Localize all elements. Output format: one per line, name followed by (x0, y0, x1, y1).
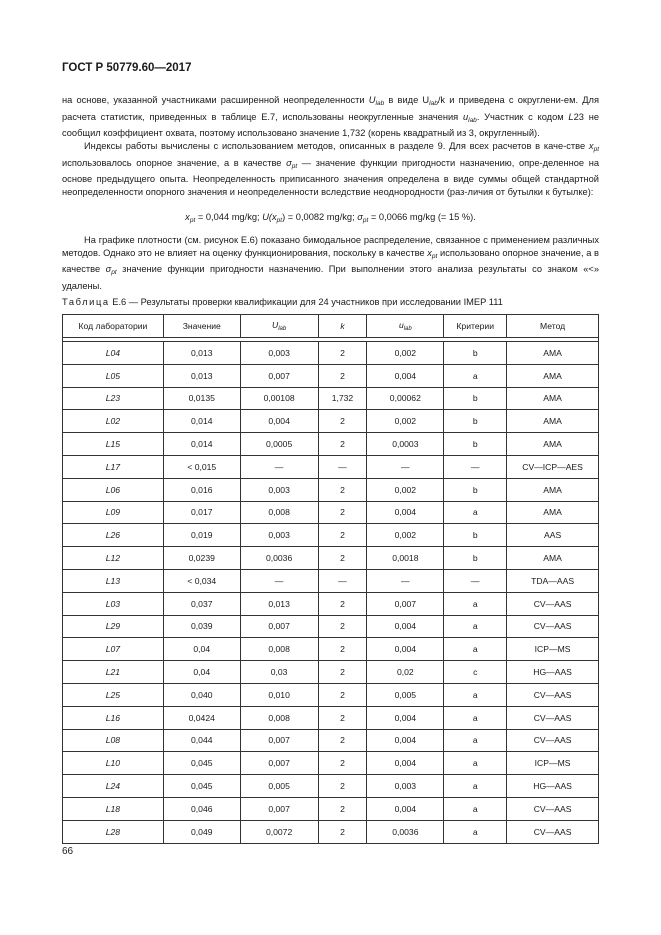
cell-lab-code: L18 (63, 797, 164, 820)
table-row (63, 455, 599, 478)
formula-assigned-values: $x_{pt} = 0,044$ mg/kg; $U(x_{pt}) = 0,0082$ mg/kg; $\sigma_{pt} = 0,0066$ mg/kg (= 15 %). (185, 212, 476, 224)
cell-value: 0,013 (163, 364, 240, 387)
cell-standard-uncertainty: 0,02 (367, 661, 444, 684)
cell-coverage-factor: 2 (318, 797, 367, 820)
cell-value: 0,016 (163, 478, 240, 501)
cell-standard-uncertainty: 0,005 (367, 683, 444, 706)
cell-criteria: a (444, 683, 507, 706)
cell-value: 0,04 (163, 661, 240, 684)
cell-lab-code: L15 (63, 433, 164, 456)
cell-coverage-factor: 2 (318, 342, 367, 365)
cell-coverage-factor: 2 (318, 638, 367, 661)
table-row (63, 638, 599, 661)
cell-coverage-factor: 1,732 (318, 387, 367, 410)
cell-criteria: b (444, 478, 507, 501)
cell-method: CV—AAS (507, 729, 599, 752)
cell-lab-code: L13 (63, 569, 164, 592)
cell-coverage-factor: 2 (318, 683, 367, 706)
cell-coverage-factor: 2 (318, 524, 367, 547)
cell-criteria: a (444, 615, 507, 638)
cell-lab-code: L12 (63, 547, 164, 570)
page-number: 66 (62, 846, 74, 857)
table-row (63, 683, 599, 706)
cell-coverage-factor: 2 (318, 661, 367, 684)
table-row (63, 797, 599, 820)
header-coverage-factor: k (318, 315, 367, 338)
cell-lab-code: L17 (63, 455, 164, 478)
cell-expanded-uncertainty: 0,03 (240, 661, 318, 684)
cell-standard-uncertainty: — (367, 455, 444, 478)
cell-value: 0,04 (163, 638, 240, 661)
document-header: ГОСТ Р 50779.60—2017 (62, 62, 192, 74)
results-table (62, 314, 599, 844)
cell-lab-code: L16 (63, 706, 164, 729)
cell-lab-code: L08 (63, 729, 164, 752)
cell-method: ICP—MS (507, 638, 599, 661)
header-lab-code: Код лаборатории (63, 315, 164, 338)
table-row (63, 661, 599, 684)
cell-criteria: b (444, 547, 507, 570)
cell-method: AMA (507, 410, 599, 433)
cell-lab-code: L26 (63, 524, 164, 547)
cell-standard-uncertainty: 0,002 (367, 410, 444, 433)
cell-standard-uncertainty: 0,003 (367, 775, 444, 798)
cell-expanded-uncertainty: 0,003 (240, 524, 318, 547)
cell-coverage-factor: 2 (318, 364, 367, 387)
cell-lab-code: L06 (63, 478, 164, 501)
cell-value: 0,040 (163, 683, 240, 706)
cell-criteria: a (444, 364, 507, 387)
cell-expanded-uncertainty: 0,008 (240, 638, 318, 661)
cell-standard-uncertainty: 0,0003 (367, 433, 444, 456)
cell-coverage-factor: — (318, 569, 367, 592)
cell-coverage-factor: 2 (318, 820, 367, 843)
cell-criteria: b (444, 410, 507, 433)
cell-method: AMA (507, 547, 599, 570)
cell-expanded-uncertainty: 0,003 (240, 342, 318, 365)
cell-criteria: a (444, 592, 507, 615)
table-row (63, 410, 599, 433)
header-criteria: Критерии (444, 315, 507, 338)
cell-standard-uncertainty: 0,004 (367, 797, 444, 820)
cell-expanded-uncertainty: 0,007 (240, 752, 318, 775)
cell-value: 0,019 (163, 524, 240, 547)
header-method: Метод (507, 315, 599, 338)
cell-value: 0,037 (163, 592, 240, 615)
cell-criteria: b (444, 342, 507, 365)
cell-coverage-factor: 2 (318, 775, 367, 798)
cell-lab-code: L02 (63, 410, 164, 433)
cell-expanded-uncertainty: 0,004 (240, 410, 318, 433)
cell-expanded-uncertainty: 0,0005 (240, 433, 318, 456)
cell-expanded-uncertainty: 0,00108 (240, 387, 318, 410)
cell-lab-code: L03 (63, 592, 164, 615)
cell-expanded-uncertainty: 0,0072 (240, 820, 318, 843)
table-header-row (63, 315, 599, 338)
cell-criteria: a (444, 797, 507, 820)
cell-standard-uncertainty: 0,002 (367, 478, 444, 501)
cell-value: 0,045 (163, 775, 240, 798)
cell-method: CV—ICP—AES (507, 455, 599, 478)
cell-standard-uncertainty: — (367, 569, 444, 592)
cell-lab-code: L28 (63, 820, 164, 843)
table-row (63, 364, 599, 387)
table-row (63, 820, 599, 843)
cell-lab-code: L04 (63, 342, 164, 365)
cell-standard-uncertainty: 0,002 (367, 342, 444, 365)
cell-standard-uncertainty: 0,004 (367, 706, 444, 729)
table-row (63, 729, 599, 752)
cell-expanded-uncertainty: 0,005 (240, 775, 318, 798)
cell-method: AMA (507, 501, 599, 524)
cell-expanded-uncertainty: — (240, 569, 318, 592)
cell-value: < 0,015 (163, 455, 240, 478)
cell-criteria: a (444, 752, 507, 775)
table-row (63, 615, 599, 638)
table-row (63, 342, 599, 365)
cell-coverage-factor: 2 (318, 547, 367, 570)
cell-standard-uncertainty: 0,004 (367, 752, 444, 775)
table-row (63, 775, 599, 798)
table-row (63, 752, 599, 775)
cell-method: ICP—MS (507, 752, 599, 775)
cell-value: 0,0135 (163, 387, 240, 410)
table-row (63, 433, 599, 456)
cell-lab-code: L25 (63, 683, 164, 706)
cell-lab-code: L29 (63, 615, 164, 638)
cell-lab-code: L23 (63, 387, 164, 410)
table-caption: Таблица Е.6 — Результаты проверки квалификации для 24 участников при исследовании IMEP 111 (62, 297, 503, 307)
paragraph-uncertainty-note: на основе, указанной участниками расширенной неопределенности $U_{lab}$ в виде $U_{lab}/k$ и приведена с округлени-ем. Для расчета статистик, приведенных в таблице Е.7, использованы неокругленные значения $u_{lab}$. Участник с кодом L23 не сообщил коэффициент охвата, поэтому использовано значение 1,732 (корень квадратный из 3, округленный). (62, 95, 599, 138)
cell-standard-uncertainty: 0,004 (367, 501, 444, 524)
cell-lab-code: L10 (63, 752, 164, 775)
cell-value: 0,017 (163, 501, 240, 524)
cell-coverage-factor: 2 (318, 706, 367, 729)
cell-lab-code: L24 (63, 775, 164, 798)
cell-value: 0,0424 (163, 706, 240, 729)
cell-criteria: a (444, 501, 507, 524)
cell-expanded-uncertainty: 0,003 (240, 478, 318, 501)
cell-method: CV—AAS (507, 706, 599, 729)
cell-method: HG—AAS (507, 661, 599, 684)
cell-coverage-factor: 2 (318, 501, 367, 524)
cell-lab-code: L07 (63, 638, 164, 661)
header-standard-uncertainty: $u_{lab}$ (367, 315, 444, 338)
cell-standard-uncertainty: 0,0018 (367, 547, 444, 570)
cell-coverage-factor: — (318, 455, 367, 478)
cell-value: < 0,034 (163, 569, 240, 592)
cell-expanded-uncertainty: 0,0036 (240, 547, 318, 570)
cell-criteria: c (444, 661, 507, 684)
cell-method: CV—AAS (507, 592, 599, 615)
paragraph-performance-indices: Индексы работы вычислены с использованием методов, описанных в разделе 9. Для всех расчетов в каче-стве $x_{pt}$ использовалось опорное значение, а в качестве $\sigma_{pt}$ — значение функции пригодности назначению, опре-деленное на основе предыдущего опыта. Неопределенность приписанного значения определена в виде суммы общей стандартной неопределенности опорного значения и неопределенности вследствие неоднородности (раз-личия от бутылки к бутылке): (62, 141, 599, 197)
cell-standard-uncertainty: 0,0036 (367, 820, 444, 843)
cell-lab-code: L05 (63, 364, 164, 387)
cell-value: 0,044 (163, 729, 240, 752)
table-row (63, 501, 599, 524)
cell-lab-code: L21 (63, 661, 164, 684)
cell-method: AMA (507, 364, 599, 387)
cell-expanded-uncertainty: 0,008 (240, 501, 318, 524)
cell-expanded-uncertainty: — (240, 455, 318, 478)
cell-method: CV—AAS (507, 797, 599, 820)
cell-standard-uncertainty: 0,00062 (367, 387, 444, 410)
cell-expanded-uncertainty: 0,008 (240, 706, 318, 729)
cell-criteria: a (444, 729, 507, 752)
cell-coverage-factor: 2 (318, 592, 367, 615)
cell-coverage-factor: 2 (318, 752, 367, 775)
cell-value: 0,0239 (163, 547, 240, 570)
table-row (63, 478, 599, 501)
cell-lab-code: L09 (63, 501, 164, 524)
cell-method: AMA (507, 342, 599, 365)
cell-standard-uncertainty: 0,004 (367, 638, 444, 661)
cell-criteria: a (444, 775, 507, 798)
cell-criteria: a (444, 706, 507, 729)
cell-expanded-uncertainty: 0,007 (240, 364, 318, 387)
cell-method: CV—AAS (507, 820, 599, 843)
table-row (63, 569, 599, 592)
cell-standard-uncertainty: 0,004 (367, 729, 444, 752)
cell-method: CV—AAS (507, 615, 599, 638)
cell-coverage-factor: 2 (318, 433, 367, 456)
cell-standard-uncertainty: 0,002 (367, 524, 444, 547)
cell-criteria: b (444, 524, 507, 547)
cell-standard-uncertainty: 0,004 (367, 615, 444, 638)
cell-coverage-factor: 2 (318, 410, 367, 433)
table-row (63, 592, 599, 615)
cell-expanded-uncertainty: 0,007 (240, 729, 318, 752)
cell-value: 0,049 (163, 820, 240, 843)
cell-criteria: a (444, 638, 507, 661)
cell-value: 0,013 (163, 342, 240, 365)
table-row (63, 706, 599, 729)
cell-coverage-factor: 2 (318, 729, 367, 752)
header-value: Значение (163, 315, 240, 338)
paragraph-density-plot: На графике плотности (см. рисунок Е.6) показано бимодальное распределение, связанное с применением различных методов. Однако это не влияет на оценку функционирования, поскольку в качестве $x_{pt}$ использовано опорное значение, а в качестве $\sigma_{pt}$ значение функции пригодности назначению. При выполнении этого анализа результаты со знаком «<» удалены. (62, 235, 599, 291)
cell-criteria: b (444, 433, 507, 456)
cell-method: AMA (507, 387, 599, 410)
cell-expanded-uncertainty: 0,010 (240, 683, 318, 706)
cell-coverage-factor: 2 (318, 478, 367, 501)
cell-value: 0,014 (163, 433, 240, 456)
cell-value: 0,014 (163, 410, 240, 433)
cell-expanded-uncertainty: 0,007 (240, 797, 318, 820)
cell-criteria: — (444, 455, 507, 478)
cell-method: HG—AAS (507, 775, 599, 798)
cell-method: AMA (507, 433, 599, 456)
cell-method: TDA—AAS (507, 569, 599, 592)
cell-expanded-uncertainty: 0,013 (240, 592, 318, 615)
table-row (63, 524, 599, 547)
header-expanded-uncertainty: $U_{lab}$ (240, 315, 318, 338)
cell-method: CV—AAS (507, 683, 599, 706)
cell-standard-uncertainty: 0,004 (367, 364, 444, 387)
table-row (63, 547, 599, 570)
table-row (63, 387, 599, 410)
cell-method: AMA (507, 478, 599, 501)
cell-expanded-uncertainty: 0,007 (240, 615, 318, 638)
cell-standard-uncertainty: 0,007 (367, 592, 444, 615)
cell-value: 0,046 (163, 797, 240, 820)
cell-method: AAS (507, 524, 599, 547)
cell-criteria: a (444, 820, 507, 843)
cell-criteria: b (444, 387, 507, 410)
cell-criteria: — (444, 569, 507, 592)
cell-coverage-factor: 2 (318, 615, 367, 638)
cell-value: 0,045 (163, 752, 240, 775)
cell-value: 0,039 (163, 615, 240, 638)
